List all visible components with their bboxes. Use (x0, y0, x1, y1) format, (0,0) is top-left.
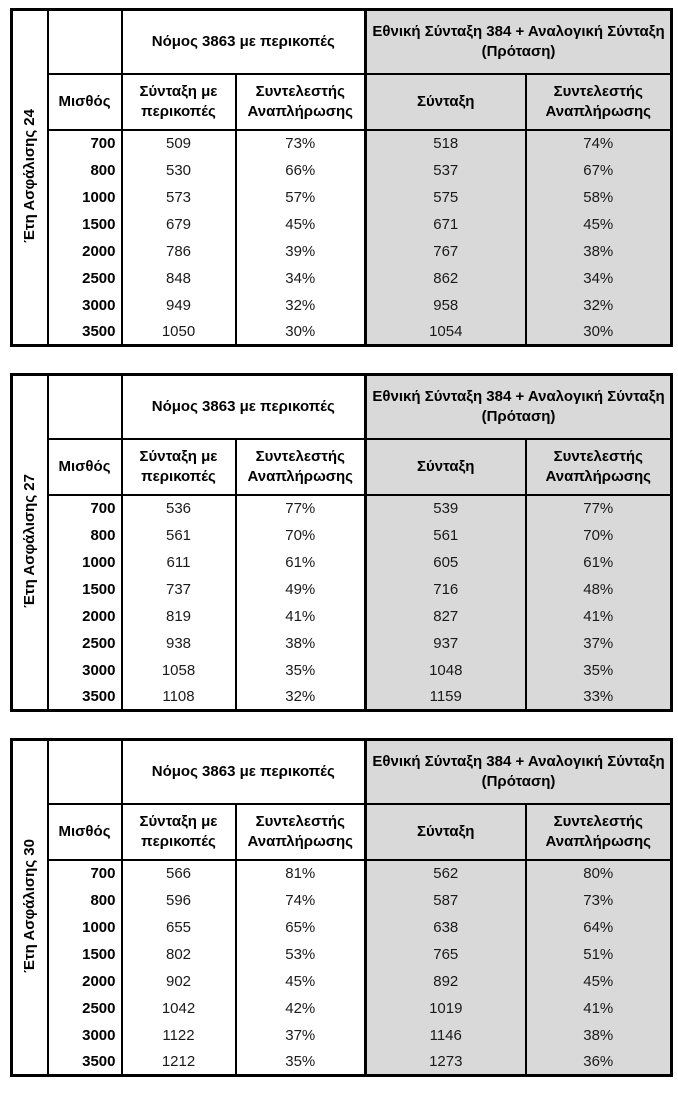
insurance-years-30-table (10, 738, 673, 1077)
replacement-rate-proposal-cell: 74% (526, 130, 672, 157)
insurance-years-27-table (10, 373, 673, 712)
pension-proposal-cell: 1019 (366, 995, 526, 1022)
replacement-rate-cuts-cell: 35% (236, 657, 366, 684)
law-3863-group-header: Νόμος 3863 με περικοπές (122, 740, 366, 804)
insurance-years-label: Έτη Ασφάλισης 30 (21, 838, 39, 973)
national-pension-group-header: Εθνική Σύνταξη 384 + Αναλογική Σύνταξη (Πρόταση) (366, 375, 672, 439)
table-row (12, 684, 672, 711)
pension-proposal-cell: 1048 (366, 657, 526, 684)
table-row (12, 657, 672, 684)
replacement-rate-proposal-cell: 37% (526, 630, 672, 657)
replacement-rate-proposal-cell: 30% (526, 319, 672, 346)
pension-proposal-cell: 537 (366, 157, 526, 184)
salary-cell: 3000 (48, 657, 122, 684)
corner-empty-cell (48, 10, 122, 74)
salary-cell: 700 (48, 860, 122, 887)
replacement-rate-cuts-cell: 42% (236, 995, 366, 1022)
sub-header-row (12, 804, 672, 860)
salary-cell: 1500 (48, 211, 122, 238)
salary-cell: 2500 (48, 630, 122, 657)
pension-with-cuts-column-header: Σύνταξη με περικοπές (122, 74, 236, 130)
pension-with-cuts-cell: 530 (122, 157, 236, 184)
pension-with-cuts-cell: 938 (122, 630, 236, 657)
replacement-rate-proposal-column-header: Συντελεστής Αναπλήρωσης (526, 74, 672, 130)
pension-proposal-cell: 539 (366, 495, 526, 522)
pension-proposal-cell: 518 (366, 130, 526, 157)
replacement-rate-proposal-cell: 41% (526, 603, 672, 630)
replacement-rate-cuts-cell: 41% (236, 603, 366, 630)
table-row (12, 1049, 672, 1076)
pension-with-cuts-cell: 802 (122, 941, 236, 968)
replacement-rate-proposal-cell: 41% (526, 995, 672, 1022)
pension-with-cuts-cell: 611 (122, 549, 236, 576)
pension-with-cuts-cell: 1212 (122, 1049, 236, 1076)
pension-with-cuts-cell: 596 (122, 887, 236, 914)
pension-proposal-cell: 892 (366, 968, 526, 995)
salary-column-header: Μισθός (48, 439, 122, 495)
pension-proposal-cell: 716 (366, 576, 526, 603)
replacement-rate-proposal-cell: 38% (526, 1022, 672, 1049)
pension-with-cuts-cell: 1058 (122, 657, 236, 684)
replacement-rate-cuts-cell: 53% (236, 941, 366, 968)
replacement-rate-proposal-cell: 77% (526, 495, 672, 522)
salary-column-header: Μισθός (48, 804, 122, 860)
table-row (12, 549, 672, 576)
replacement-rate-cuts-cell: 38% (236, 630, 366, 657)
table-row (12, 184, 672, 211)
pension-proposal-cell: 827 (366, 603, 526, 630)
table-row (12, 914, 672, 941)
salary-cell: 1500 (48, 941, 122, 968)
table-row (12, 941, 672, 968)
replacement-rate-cuts-cell: 32% (236, 292, 366, 319)
table-row (12, 860, 672, 887)
replacement-rate-proposal-cell: 33% (526, 684, 672, 711)
salary-cell: 1000 (48, 184, 122, 211)
pension-with-cuts-cell: 1042 (122, 995, 236, 1022)
replacement-rate-proposal-cell: 38% (526, 238, 672, 265)
replacement-rate-cuts-cell: 73% (236, 130, 366, 157)
salary-cell: 2000 (48, 603, 122, 630)
pension-proposal-cell: 562 (366, 860, 526, 887)
insurance-years-label: Έτη Ασφάλισης 24 (21, 108, 39, 243)
replacement-rate-proposal-cell: 67% (526, 157, 672, 184)
pension-proposal-cell: 587 (366, 887, 526, 914)
pension-proposal-cell: 671 (366, 211, 526, 238)
table-row (12, 576, 672, 603)
replacement-rate-proposal-cell: 45% (526, 211, 672, 238)
replacement-rate-cuts-cell: 39% (236, 238, 366, 265)
pension-with-cuts-cell: 819 (122, 603, 236, 630)
salary-cell: 3000 (48, 1022, 122, 1049)
table-row (12, 1022, 672, 1049)
table-row (12, 211, 672, 238)
pension-proposal-cell: 1273 (366, 1049, 526, 1076)
replacement-rate-proposal-cell: 64% (526, 914, 672, 941)
corner-empty-cell (48, 740, 122, 804)
pension-proposal-cell: 937 (366, 630, 526, 657)
replacement-rate-cuts-cell: 77% (236, 495, 366, 522)
pension-with-cuts-cell: 902 (122, 968, 236, 995)
salary-cell: 800 (48, 157, 122, 184)
table-row (12, 522, 672, 549)
replacement-rate-cuts-cell: 34% (236, 265, 366, 292)
pension-with-cuts-cell: 509 (122, 130, 236, 157)
pension-with-cuts-cell: 566 (122, 860, 236, 887)
table-row (12, 238, 672, 265)
salary-cell: 3000 (48, 292, 122, 319)
salary-cell: 800 (48, 522, 122, 549)
table-row (12, 603, 672, 630)
replacement-rate-proposal-cell: 32% (526, 292, 672, 319)
replacement-rate-proposal-cell: 36% (526, 1049, 672, 1076)
national-pension-group-header: Εθνική Σύνταξη 384 + Αναλογική Σύνταξη (Πρόταση) (366, 10, 672, 74)
side-label-cell (12, 10, 48, 346)
salary-cell: 2500 (48, 265, 122, 292)
salary-cell: 1000 (48, 549, 122, 576)
salary-cell: 800 (48, 887, 122, 914)
replacement-rate-proposal-cell: 34% (526, 265, 672, 292)
replacement-rate-proposal-cell: 35% (526, 657, 672, 684)
group-header-row (12, 740, 672, 804)
pension-proposal-cell: 958 (366, 292, 526, 319)
pension-with-cuts-cell: 1050 (122, 319, 236, 346)
pension-proposal-cell: 765 (366, 941, 526, 968)
replacement-rate-cuts-cell: 32% (236, 684, 366, 711)
replacement-rate-proposal-cell: 70% (526, 522, 672, 549)
salary-column-header: Μισθός (48, 74, 122, 130)
pension-column-header: Σύνταξη (366, 439, 526, 495)
replacement-rate-proposal-cell: 58% (526, 184, 672, 211)
table-row (12, 968, 672, 995)
table-row (12, 292, 672, 319)
table-row (12, 995, 672, 1022)
pension-with-cuts-cell: 786 (122, 238, 236, 265)
pension-with-cuts-cell: 737 (122, 576, 236, 603)
group-header-row (12, 375, 672, 439)
salary-cell: 3500 (48, 1049, 122, 1076)
replacement-rate-column-header: Συντελεστής Αναπλήρωσης (236, 439, 366, 495)
pension-proposal-cell: 561 (366, 522, 526, 549)
side-label-cell (12, 375, 48, 711)
insurance-years-label: Έτη Ασφάλισης 27 (21, 473, 39, 608)
pension-with-cuts-cell: 536 (122, 495, 236, 522)
replacement-rate-cuts-cell: 81% (236, 860, 366, 887)
salary-cell: 700 (48, 495, 122, 522)
replacement-rate-cuts-cell: 61% (236, 549, 366, 576)
law-3863-group-header: Νόμος 3863 με περικοπές (122, 375, 366, 439)
replacement-rate-proposal-column-header: Συντελεστής Αναπλήρωσης (526, 439, 672, 495)
salary-cell: 2000 (48, 238, 122, 265)
replacement-rate-cuts-cell: 65% (236, 914, 366, 941)
pension-with-cuts-column-header: Σύνταξη με περικοπές (122, 439, 236, 495)
salary-cell: 2000 (48, 968, 122, 995)
pension-with-cuts-cell: 1108 (122, 684, 236, 711)
salary-cell: 2500 (48, 995, 122, 1022)
replacement-rate-cuts-cell: 30% (236, 319, 366, 346)
group-header-row (12, 10, 672, 74)
replacement-rate-proposal-cell: 48% (526, 576, 672, 603)
insurance-years-24-table (10, 8, 673, 347)
pension-proposal-cell: 575 (366, 184, 526, 211)
pension-proposal-cell: 767 (366, 238, 526, 265)
table-row (12, 495, 672, 522)
table-row (12, 265, 672, 292)
replacement-rate-proposal-cell: 61% (526, 549, 672, 576)
sub-header-row (12, 439, 672, 495)
pension-column-header: Σύνταξη (366, 74, 526, 130)
salary-cell: 1000 (48, 914, 122, 941)
table-row (12, 319, 672, 346)
pension-proposal-cell: 605 (366, 549, 526, 576)
replacement-rate-proposal-cell: 51% (526, 941, 672, 968)
replacement-rate-cuts-cell: 74% (236, 887, 366, 914)
table-row (12, 157, 672, 184)
pension-proposal-cell: 638 (366, 914, 526, 941)
salary-cell: 3500 (48, 684, 122, 711)
law-3863-group-header: Νόμος 3863 με περικοπές (122, 10, 366, 74)
side-label-cell (12, 740, 48, 1076)
corner-empty-cell (48, 375, 122, 439)
pension-column-header: Σύνταξη (366, 804, 526, 860)
pension-proposal-cell: 1146 (366, 1022, 526, 1049)
sub-header-row (12, 74, 672, 130)
table-row (12, 130, 672, 157)
replacement-rate-cuts-cell: 35% (236, 1049, 366, 1076)
pension-with-cuts-cell: 1122 (122, 1022, 236, 1049)
pension-with-cuts-cell: 848 (122, 265, 236, 292)
pension-proposal-cell: 1054 (366, 319, 526, 346)
pension-with-cuts-column-header: Σύνταξη με περικοπές (122, 804, 236, 860)
national-pension-group-header: Εθνική Σύνταξη 384 + Αναλογική Σύνταξη (Πρόταση) (366, 740, 672, 804)
replacement-rate-proposal-cell: 80% (526, 860, 672, 887)
pension-proposal-cell: 1159 (366, 684, 526, 711)
pension-proposal-cell: 862 (366, 265, 526, 292)
salary-cell: 1500 (48, 576, 122, 603)
salary-cell: 700 (48, 130, 122, 157)
table-row (12, 887, 672, 914)
salary-cell: 3500 (48, 319, 122, 346)
replacement-rate-cuts-cell: 66% (236, 157, 366, 184)
replacement-rate-cuts-cell: 70% (236, 522, 366, 549)
pension-with-cuts-cell: 679 (122, 211, 236, 238)
pension-with-cuts-cell: 655 (122, 914, 236, 941)
replacement-rate-proposal-cell: 73% (526, 887, 672, 914)
table-row (12, 630, 672, 657)
replacement-rate-proposal-column-header: Συντελεστής Αναπλήρωσης (526, 804, 672, 860)
replacement-rate-cuts-cell: 45% (236, 968, 366, 995)
replacement-rate-cuts-cell: 45% (236, 211, 366, 238)
replacement-rate-cuts-cell: 57% (236, 184, 366, 211)
pension-with-cuts-cell: 573 (122, 184, 236, 211)
replacement-rate-column-header: Συντελεστής Αναπλήρωσης (236, 804, 366, 860)
pension-with-cuts-cell: 561 (122, 522, 236, 549)
replacement-rate-column-header: Συντελεστής Αναπλήρωσης (236, 74, 366, 130)
replacement-rate-cuts-cell: 49% (236, 576, 366, 603)
pension-with-cuts-cell: 949 (122, 292, 236, 319)
replacement-rate-cuts-cell: 37% (236, 1022, 366, 1049)
replacement-rate-proposal-cell: 45% (526, 968, 672, 995)
